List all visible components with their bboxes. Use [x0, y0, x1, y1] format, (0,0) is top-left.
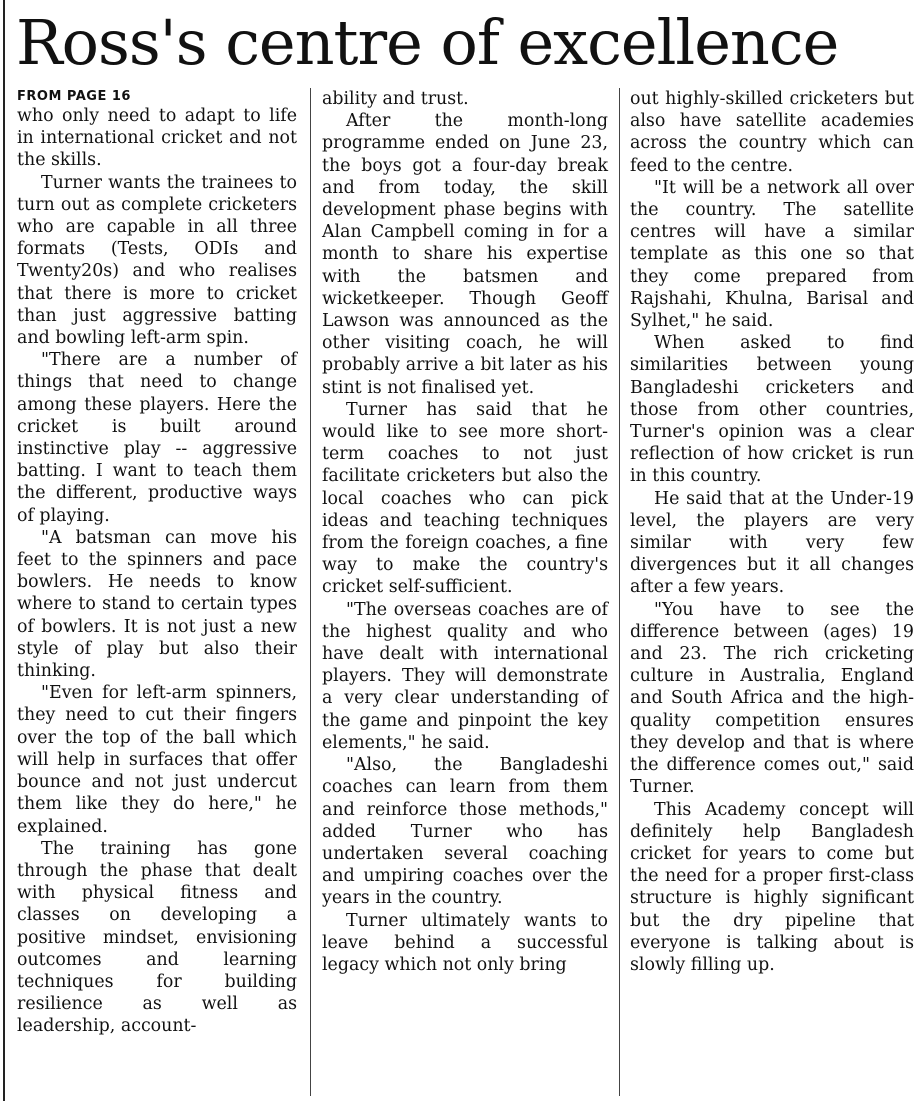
- paragraph: ability and trust.: [322, 89, 469, 109]
- paragraph: "It will be a network all over the country. The satellite centres will have a similar template as this one so that they come prepared from Rajshahi, Khulna, Barisal and Sylhet," he said.: [630, 177, 914, 332]
- paragraph: Turner has said that he would like to see more short-term coaches to not just facilitate cricketers but also the local coaches who can pick ideas and teaching techniques from the foreign coaches, a fine way to make the country's cricket self-sufficient.: [322, 399, 608, 598]
- paragraph: "Also, the Bangladeshi coaches can learn from them and reinforce those methods," added Turner who has undertaken several coaching and umpiring coaches over the years in the country.: [322, 755, 608, 909]
- paragraph: who only need to adapt to life in international cricket and not the skills.: [17, 106, 297, 171]
- article-column-3: [630, 88, 914, 976]
- paragraph: He said that at the Under-19 level, the players are very similar with very few divergences but it all changes after a few years.: [630, 488, 914, 598]
- paragraph: Turner ultimately wants to leave behind a successful legacy which not only bring: [322, 910, 608, 975]
- paragraph: Turner wants the trainees to turn out as complete cricketers who are capable in all three formats (Tests, ODIs and Twenty20s) and who realises that there is more to cricket than just aggressive batting and bowling left-arm spin.: [17, 172, 297, 349]
- paragraph: out highly-skilled cricketers but also have satellite academies across the country which can feed to the centre.: [630, 89, 914, 176]
- article-column-1: [17, 88, 297, 1038]
- paragraph: This Academy concept will definitely help Bangladesh cricket for years to come but the need for a proper first-class structure is highly significant but the dry pipeline that everyone is talking about is slowly filling up.: [630, 799, 914, 975]
- paragraph: After the month-long programme ended on June 23, the boys got a four-day break and from today, the skill development phase begins with Alan Campbell coming in for a month to share his expertise with the batsmen and wicketkeeper. Though Geoff Lawson was announced as the other visiting coach, he will probably arrive a bit later as his stint is not finalised yet.: [322, 111, 608, 398]
- paragraph: The training has gone through the phase that dealt with physical fitness and classes on developing a positive mindset, envisioning outcomes and learning techniques for building resilience as well as leadership, account-: [17, 838, 297, 1037]
- clipping-left-edge: [3, 0, 5, 1101]
- paragraph: "There are a number of things that need to change among these players. Here the cricket is built around instinctive play -- aggressive batting. I want to teach them the different, productive ways of playing.: [17, 350, 297, 526]
- paragraph: When asked to find similarities between young Bangladeshi cricketers and those from other countries, Turner's opinion was a clear reflection of how cricket is run in this country.: [630, 333, 914, 487]
- paragraph: "You have to see the difference between (ages) 19 and 23. The rich cricketing culture in Australia, England and South Africa and the high-quality competition ensures they develop and that is where the difference comes out," said Turner.: [630, 599, 914, 798]
- continuation-kicker: FROM PAGE 16: [17, 89, 131, 104]
- column-divider: [310, 88, 311, 1096]
- article-column-2: [322, 88, 608, 976]
- paragraph: "Even for left-arm spinners, they need to cut their fingers over the top of the ball which will help in surfaces that offer bounce and not just undercut them like they do here," he explained.: [17, 683, 297, 837]
- paragraph: "The overseas coaches are of the highest quality and who have dealt with international players. They will demonstrate a very clear understanding of the game and pinpoint the key elements," he said.: [322, 599, 608, 753]
- headline: Ross's centre of excellence: [16, 6, 839, 79]
- paragraph: "A batsman can move his feet to the spinners and pace bowlers. He needs to know where to stand to certain types of bowlers. It is not just a new style of play but also their thinking.: [17, 527, 297, 682]
- column-divider: [619, 88, 620, 1096]
